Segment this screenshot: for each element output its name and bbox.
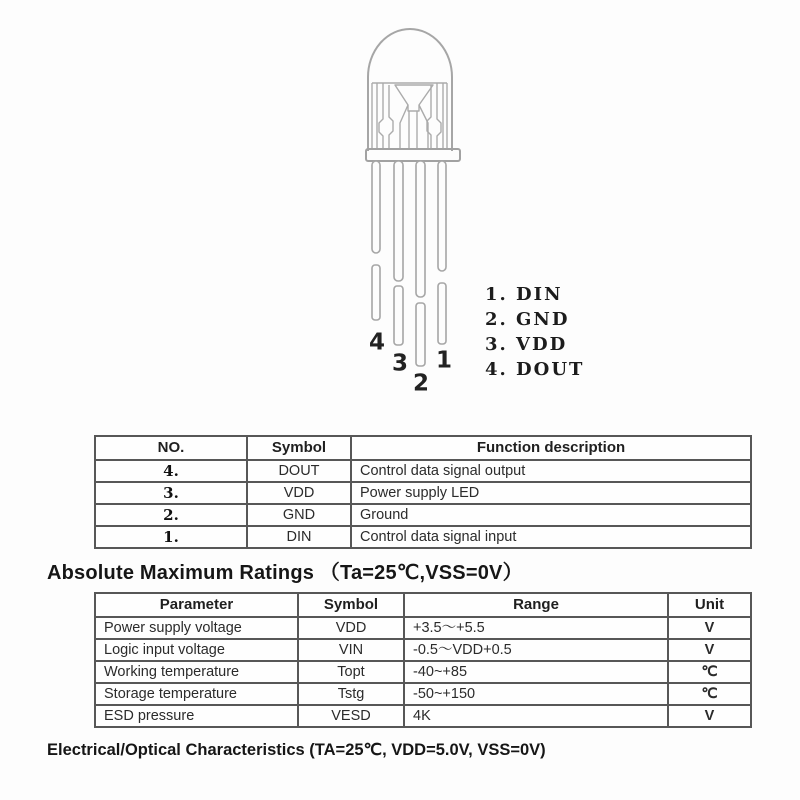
lead-4-upper — [372, 161, 380, 253]
lead-2-lower — [416, 303, 425, 366]
table-row — [95, 705, 751, 727]
legend-item-vdd: 3. VDD — [485, 334, 568, 355]
cell-unit: V — [668, 705, 751, 727]
cell-unit: V — [668, 617, 751, 639]
cell-parameter: Working temperature — [95, 661, 298, 683]
column-header-range: Range — [404, 593, 668, 617]
absolute-maximum-ratings-table — [94, 592, 752, 728]
absolute-maximum-ratings-heading: Absolute Maximum Ratings （Ta=25℃,VSS=0V） — [47, 562, 523, 584]
cell-parameter: Power supply voltage — [95, 617, 298, 639]
column-header-no: NO. — [95, 436, 247, 460]
led-flange — [366, 149, 460, 161]
lead-1-upper — [438, 161, 446, 271]
column-header-symbol: Symbol — [247, 436, 351, 460]
lead-3-lower — [394, 286, 403, 345]
cell-range: -50~+150 — [404, 683, 668, 705]
table-header-row — [95, 593, 751, 617]
legend-item-gnd: 2. GND — [485, 309, 570, 330]
cell-function: Ground — [351, 504, 751, 526]
cell-symbol: VDD — [247, 482, 351, 504]
lead-4-lower — [372, 265, 380, 320]
cell-range: -0.5～VDD+0.5 — [404, 639, 668, 661]
pin-number-3: 3 — [391, 350, 409, 377]
cell-no: 1. — [95, 526, 247, 548]
cell-no: 2. — [95, 504, 247, 526]
cell-function: Control data signal input — [351, 526, 751, 548]
pin-number-4: 4 — [368, 329, 386, 356]
lead-1-lower — [438, 283, 446, 344]
cell-parameter: Storage temperature — [95, 683, 298, 705]
column-header-function: Function description — [351, 436, 751, 460]
cell-unit: V — [668, 639, 751, 661]
cell-range: -40~+85 — [404, 661, 668, 683]
legend-item-din: 1. DIN — [485, 284, 563, 305]
cell-no: 3. — [95, 482, 247, 504]
cell-symbol: DIN — [247, 526, 351, 548]
column-header-symbol: Symbol — [298, 593, 404, 617]
table-row — [95, 482, 751, 504]
lead-2-upper — [416, 161, 425, 297]
cell-unit: ℃ — [668, 661, 751, 683]
reflector-cup — [395, 85, 433, 111]
pin-function-table — [94, 435, 752, 549]
cell-range: +3.5～+5.5 — [404, 617, 668, 639]
column-header-unit: Unit — [668, 593, 751, 617]
cell-no: 4. — [95, 460, 247, 482]
cell-symbol: Topt — [298, 661, 404, 683]
column-header-parameter: Parameter — [95, 593, 298, 617]
cell-symbol: GND — [247, 504, 351, 526]
cell-symbol: Tstg — [298, 683, 404, 705]
cell-range: 4K — [404, 705, 668, 727]
table-row — [95, 639, 751, 661]
table-row — [95, 661, 751, 683]
pin-legend — [485, 284, 584, 384]
cell-parameter: Logic input voltage — [95, 639, 298, 661]
pin-number-1: 1 — [435, 347, 453, 374]
table-row — [95, 617, 751, 639]
table-row — [95, 526, 751, 548]
cell-symbol: VIN — [298, 639, 404, 661]
lead-3-upper — [394, 161, 403, 281]
cell-symbol: VESD — [298, 705, 404, 727]
table-row — [95, 460, 751, 482]
pin-number-2: 2 — [412, 370, 430, 397]
cell-symbol: DOUT — [247, 460, 351, 482]
table-row — [95, 683, 751, 705]
table-header-row — [95, 436, 751, 460]
table-row — [95, 504, 751, 526]
cell-function: Control data signal output — [351, 460, 751, 482]
cell-symbol: VDD — [298, 617, 404, 639]
cell-parameter: ESD pressure — [95, 705, 298, 727]
electrical-optical-heading: Electrical/Optical Characteristics (TA=25℃, VDD=5.0V, VSS=0V) — [47, 741, 546, 759]
cell-function: Power supply LED — [351, 482, 751, 504]
cell-unit: ℃ — [668, 683, 751, 705]
legend-item-dout: 4. DOUT — [485, 359, 585, 380]
